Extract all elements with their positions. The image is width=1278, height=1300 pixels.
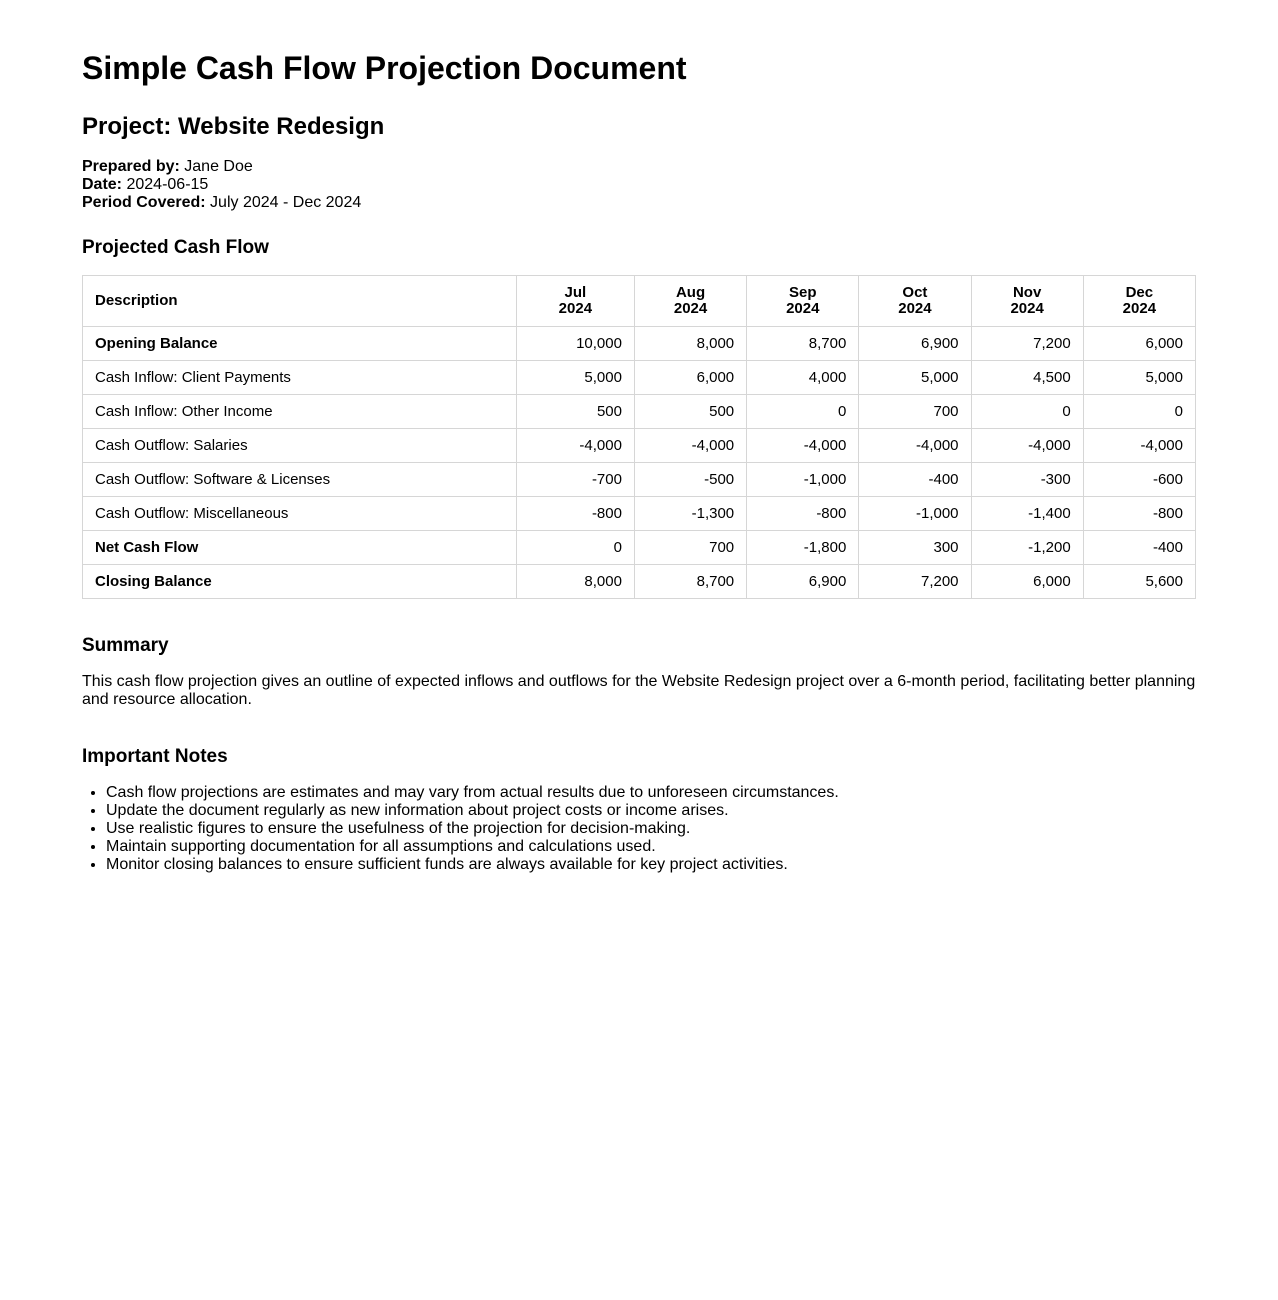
cell-value: -1,000 xyxy=(747,463,859,497)
page-title: Simple Cash Flow Projection Document xyxy=(82,50,687,86)
column-header-year: 2024 xyxy=(558,300,593,317)
cell-value: 0 xyxy=(516,531,634,565)
row-label: Cash Outflow: Software & Licenses xyxy=(83,463,517,497)
cell-value: 4,000 xyxy=(747,361,859,395)
row-label: Cash Inflow: Client Payments xyxy=(83,361,517,395)
cell-value: 0 xyxy=(1083,395,1195,429)
column-header-month: Aug xyxy=(675,284,706,301)
meta-period xyxy=(82,194,1196,212)
column-header-sep xyxy=(747,276,859,327)
list-item: • Maintain supporting documentation for all assumptions and calculations used. xyxy=(106,838,1196,856)
cell-value: -1,000 xyxy=(859,497,971,531)
cell-value: -800 xyxy=(516,497,634,531)
column-header-nov xyxy=(971,276,1083,327)
column-header-month: Oct xyxy=(902,284,928,301)
cell-value: -1,800 xyxy=(747,531,859,565)
column-header-year: 2024 xyxy=(1122,300,1157,317)
table-row-other-income xyxy=(83,395,1196,429)
cell-value: -4,000 xyxy=(516,429,634,463)
column-header-dec xyxy=(1083,276,1195,327)
row-label: Cash Inflow: Other Income xyxy=(83,395,517,429)
date-value: 2024-06-15 xyxy=(126,176,209,193)
table-row-software-licenses xyxy=(83,463,1196,497)
cell-value: -500 xyxy=(634,463,746,497)
cell-value: 6,000 xyxy=(1083,327,1195,361)
list-item: • Use realistic figures to ensure the usefulness of the projection for decision-making. xyxy=(106,820,1196,838)
column-header-month: Dec xyxy=(1125,284,1154,301)
cell-value: 5,600 xyxy=(1083,565,1195,599)
column-header-year: 2024 xyxy=(898,300,932,317)
list-item: • Monitor closing balances to ensure sufficient funds are always available for key project activities. xyxy=(106,856,1196,874)
cell-value: -1,400 xyxy=(971,497,1083,531)
column-header-oct xyxy=(859,276,971,327)
cell-value: -300 xyxy=(971,463,1083,497)
cell-value: -800 xyxy=(1083,497,1195,531)
cell-value: -4,000 xyxy=(971,429,1083,463)
cell-value: 8,700 xyxy=(747,327,859,361)
list-item: • Update the document regularly as new information about project costs or income arises. xyxy=(106,802,1196,820)
cell-value: -800 xyxy=(747,497,859,531)
table-row-net-cash-flow xyxy=(83,531,1196,565)
cell-value: -4,000 xyxy=(634,429,746,463)
period-value: July 2024 - Dec 2024 xyxy=(210,194,362,211)
column-header-month: Nov xyxy=(1012,284,1042,301)
list-item: • Cash flow projections are estimates and may vary from actual results due to unforeseen circumstances. xyxy=(106,784,1196,802)
table-section-title: Projected Cash Flow xyxy=(82,237,269,258)
prepared-by-value: Jane Doe xyxy=(184,158,253,175)
cell-value: -1,200 xyxy=(971,531,1083,565)
table-header-row xyxy=(83,276,1196,327)
table-row-closing-balance xyxy=(83,565,1196,599)
column-header-jul xyxy=(516,276,634,327)
table-row-opening-balance xyxy=(83,327,1196,361)
cell-value: 10,000 xyxy=(516,327,634,361)
table-row-salaries xyxy=(83,429,1196,463)
cell-value: 5,000 xyxy=(859,361,971,395)
cell-value: -400 xyxy=(859,463,971,497)
summary-title: Summary xyxy=(82,635,169,656)
cell-value: 8,700 xyxy=(634,565,746,599)
row-label: Net Cash Flow xyxy=(83,531,517,565)
cell-value: -4,000 xyxy=(1083,429,1195,463)
cell-value: -700 xyxy=(516,463,634,497)
column-header-aug xyxy=(634,276,746,327)
cell-value: 8,000 xyxy=(516,565,634,599)
column-header-year: 2024 xyxy=(1010,300,1044,317)
table-row-miscellaneous xyxy=(83,497,1196,531)
cash-flow-table xyxy=(82,275,1196,599)
notes-title: Important Notes xyxy=(82,746,228,767)
cell-value: 6,900 xyxy=(747,565,859,599)
cell-value: -1,300 xyxy=(634,497,746,531)
cell-value: 5,000 xyxy=(1083,361,1195,395)
meta-prepared-by xyxy=(82,158,1196,176)
prepared-by-label: Prepared by: xyxy=(82,158,180,175)
project-heading: Project: Website Redesign xyxy=(82,113,385,140)
cell-value: 500 xyxy=(634,395,746,429)
row-label: Cash Outflow: Salaries xyxy=(83,429,517,463)
column-header-month: Jul xyxy=(564,284,587,301)
cell-value: 0 xyxy=(971,395,1083,429)
cell-value: 700 xyxy=(634,531,746,565)
date-label: Date: xyxy=(82,176,123,193)
cell-value: 6,000 xyxy=(971,565,1083,599)
cell-value: 7,200 xyxy=(859,565,971,599)
cell-value: 5,000 xyxy=(516,361,634,395)
cell-value: 7,200 xyxy=(971,327,1083,361)
document-meta xyxy=(82,158,1196,212)
column-header-line1: Description xyxy=(95,292,178,309)
row-label: Closing Balance xyxy=(83,565,517,599)
cell-value: 500 xyxy=(516,395,634,429)
cell-value: 4,500 xyxy=(971,361,1083,395)
row-label: Cash Outflow: Miscellaneous xyxy=(83,497,517,531)
cell-value: 8,000 xyxy=(634,327,746,361)
summary-text: This cash flow projection gives an outline of expected inflows and outflows for the Website Redesign project over a 6-month period, facilitating better planning and resource allocation. xyxy=(82,673,1196,708)
column-header-year: 2024 xyxy=(673,300,708,317)
column-header-month: Sep xyxy=(788,284,817,301)
column-header-description xyxy=(83,276,517,327)
notes-list xyxy=(82,784,1196,874)
column-header-year: 2024 xyxy=(786,300,820,317)
row-label: Opening Balance xyxy=(83,327,517,361)
meta-date xyxy=(82,176,1196,194)
cell-value: 6,000 xyxy=(634,361,746,395)
period-label: Period Covered: xyxy=(82,194,206,211)
cell-value: 300 xyxy=(859,531,971,565)
cell-value: -4,000 xyxy=(747,429,859,463)
cell-value: -4,000 xyxy=(859,429,971,463)
cell-value: -400 xyxy=(1083,531,1195,565)
table-row-client-payments xyxy=(83,361,1196,395)
cell-value: 0 xyxy=(747,395,859,429)
cell-value: 6,900 xyxy=(859,327,971,361)
cell-value: -600 xyxy=(1083,463,1195,497)
cell-value: 700 xyxy=(859,395,971,429)
